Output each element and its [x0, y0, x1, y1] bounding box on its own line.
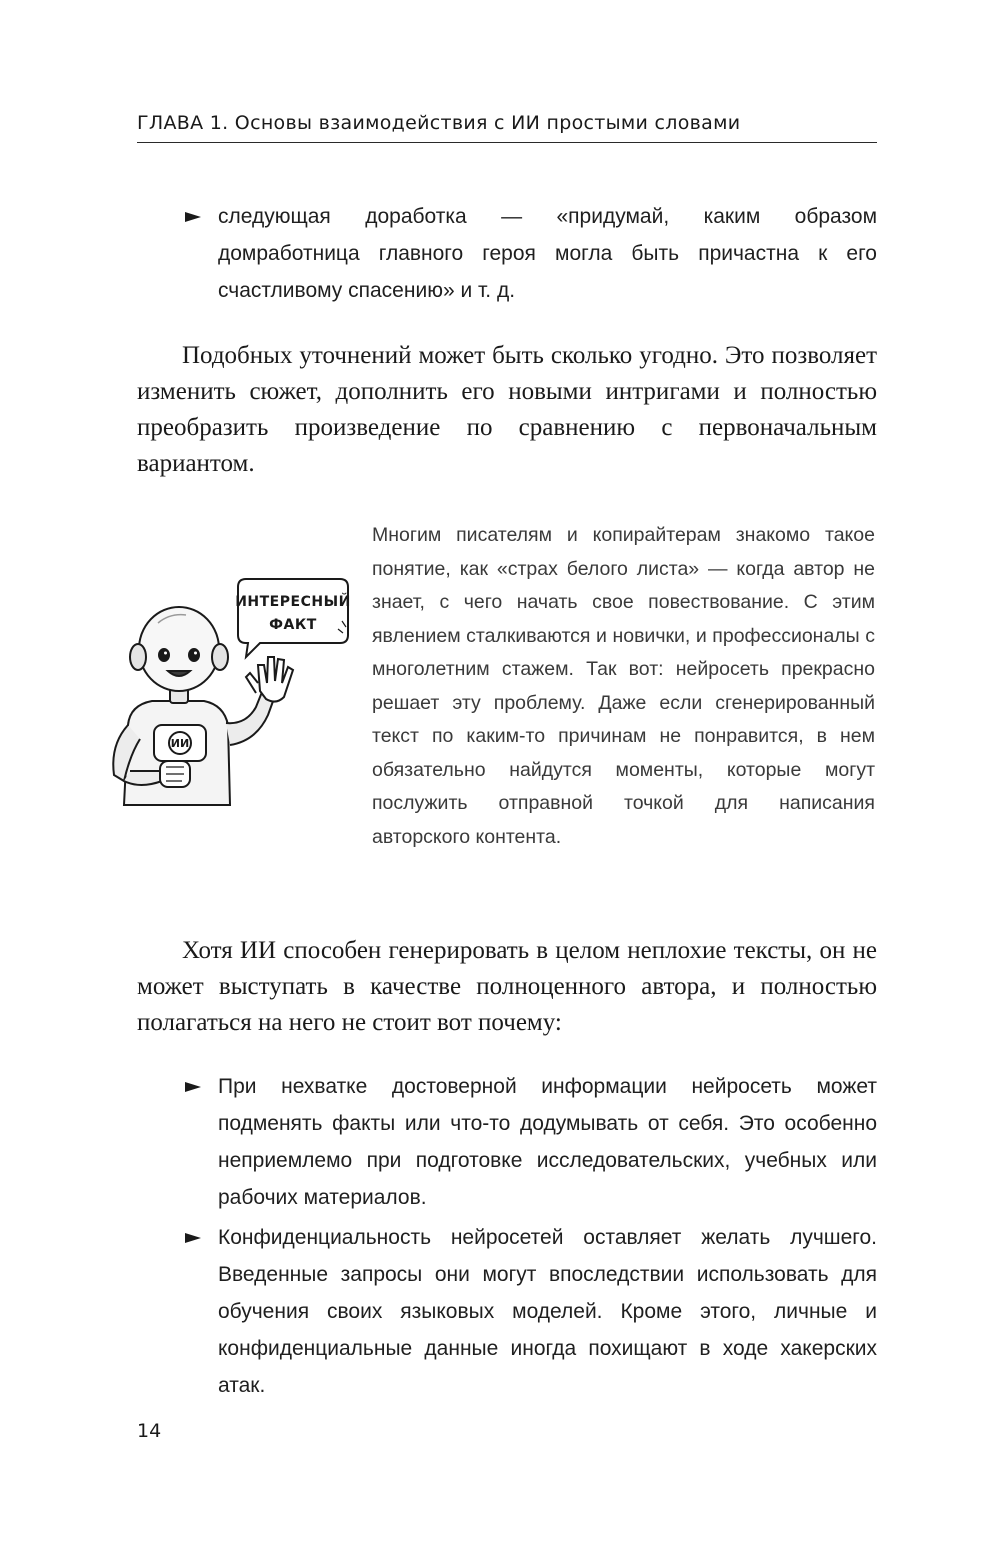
top-bullet-list — [185, 198, 877, 309]
robot-chest-label: ИИ — [170, 737, 190, 750]
bubble-text-line-2: ФАКТ — [269, 617, 317, 633]
header-rule — [137, 142, 877, 143]
running-head: ГЛАВА 1. Основы взаимодействия с ИИ простыми словами — [137, 112, 741, 134]
list-item-text: При нехватке достоверной информации нейросеть может подменять факты или что-то додумывать от себя. Это особенно неприемлемо при подготовке исследовательских, учебных или рабочих материалов. — [218, 1075, 877, 1209]
arrow-bullet-icon — [185, 212, 201, 222]
paragraph-variations: Подобных уточнений может быть сколько угодно. Это позволяет изменить сюжет, дополнить его новыми интригами и полностью преобразить произведение по сравнению с первоначальным вариантом. — [137, 342, 877, 477]
list-item — [185, 1068, 877, 1216]
robot-with-speech-bubble — [100, 575, 360, 815]
interesting-fact-text: Многим писателям и копирайтерам знакомо такое понятие, как «страх белого листа» — когда автор не знает, с чего начать свое повествование. С этим явлением сталкиваются и новички, и профессионалы с многолетним стажем. Так вот: нейросеть прекрасно решает эту проблему. Даже если сгенерированный текст по каким-то причинам не понравится, в нем обязательно найдутся моменты, которые могут послужить отправной точкой для написания авторского контента. — [372, 524, 875, 848]
bubble-text-line-1: ИНТЕРЕСНЫЙ — [235, 594, 351, 610]
arrow-bullet-icon — [185, 1082, 201, 1092]
list-item — [185, 1219, 877, 1404]
speech-bubble — [235, 579, 351, 657]
list-item-text: следующая доработка — «придумай, каким образом домработница главного героя могла быть причастна к его счастливому спасению» и т. д. — [218, 205, 877, 302]
list-item — [185, 198, 877, 309]
list-item-text: Конфиденциальность нейросетей оставляет желать лучшего. Введенные запросы они могут впоследствии использовать для обучения своих языковых моделей. Кроме этого, личные и конфиденциальные данные иногда похищают в ходе хакерских атак. — [218, 1226, 877, 1397]
bottom-bullet-list — [185, 1068, 877, 1404]
paragraph-limitations-intro: Хотя ИИ способен генерировать в целом неплохие тексты, он не может выступать в качестве полноценного автора, и полностью полагаться на него не стоит вот почему: — [137, 937, 877, 1036]
interesting-fact-illustration — [100, 575, 360, 815]
arrow-bullet-icon — [185, 1233, 201, 1243]
page-number: 14 — [137, 1420, 162, 1442]
